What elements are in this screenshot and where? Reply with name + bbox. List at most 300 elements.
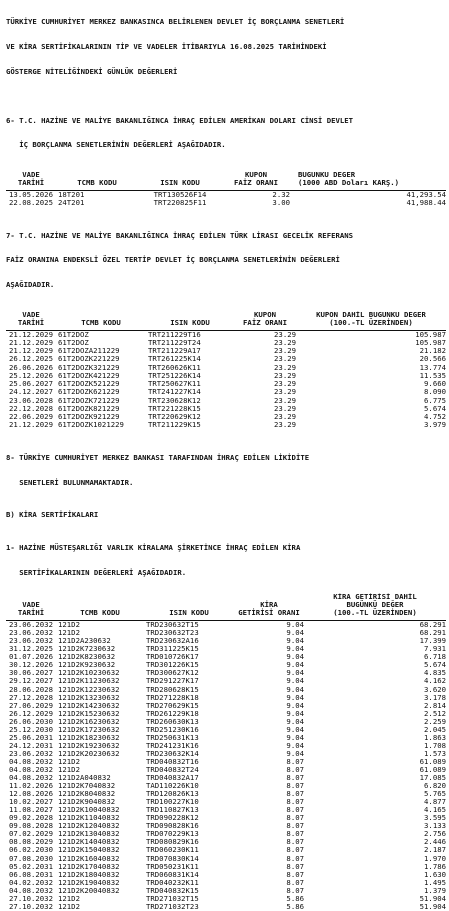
table-row — [6, 895, 446, 903]
cell-isin: TRT211229K15 — [148, 421, 201, 430]
cell-tcmb: 121D2 — [58, 894, 80, 903]
section-8-title — [6, 438, 443, 504]
cell-value: 6.820 — [424, 782, 446, 791]
table-row — [6, 782, 446, 790]
cell-tcmb: 61T2DOZK721229 — [58, 396, 120, 405]
table-row — [6, 629, 446, 637]
cell-rate: 23.29 — [274, 355, 296, 364]
cell-value: 61.089 — [419, 757, 446, 766]
cell-tcmb: 61T2DOZ — [58, 338, 89, 347]
table-row — [6, 855, 446, 863]
cell-vade: 11.02.2026 — [9, 782, 53, 791]
table-row — [6, 702, 446, 710]
cell-tcmb: 61T2DOZK921229 — [58, 413, 120, 422]
table-row — [6, 413, 446, 421]
cell-tcmb: 121D2K10040832 — [58, 806, 120, 815]
cell-value: 3.595 — [424, 814, 446, 823]
cell-value: 21.182 — [419, 347, 446, 356]
section-title-line: İÇ BORÇLANMA SENETLERİNİN DEĞERLERİ AŞAĞIDADIR. — [6, 140, 226, 150]
column-header-isin: ISIN KODU — [160, 177, 200, 187]
table-row — [6, 822, 446, 830]
cell-rate: 5.86 — [286, 894, 304, 903]
cell-isin: TRD090228K12 — [146, 814, 199, 823]
table-row — [6, 838, 446, 846]
column-header-vade: VADE TARİHİ — [17, 600, 45, 618]
cell-value: 6.718 — [424, 653, 446, 662]
header-line: TÜRKİYE CUMHURİYET MERKEZ BANKASINCA BELİRLENEN DEVLET İÇ BORÇLANMA SENETLERİ — [6, 17, 345, 27]
cell-rate: 8.07 — [286, 806, 304, 815]
cell-tcmb: 121D2K11040832 — [58, 814, 120, 823]
cell-isin: TRD271032T23 — [146, 902, 199, 911]
cell-vade: 09.02.2028 — [9, 814, 53, 823]
cell-value: 5.765 — [424, 790, 446, 799]
cell-rate: 8.07 — [286, 886, 304, 895]
cell-vade: 04.08.2032 — [9, 774, 53, 783]
header-line: GÖSTERGE NİTELİĞİNDEKİ GÜNLÜK DEĞERLERİ — [6, 66, 178, 76]
cell-isin: TRD100227K10 — [146, 798, 199, 807]
cell-tcmb: 121D2K17040832 — [58, 862, 120, 871]
cell-isin: TRD070830K14 — [146, 854, 199, 863]
cell-isin: TRD311225K15 — [146, 645, 199, 654]
cell-value: 1.495 — [424, 878, 446, 887]
cell-rate: 8.07 — [286, 765, 304, 774]
cell-isin: TRD050231K11 — [146, 862, 199, 871]
cell-value: 1.708 — [424, 741, 446, 750]
cell-vade: 25.06.2027 — [9, 380, 53, 389]
table-row — [6, 830, 446, 838]
cell-value: 20.566 — [419, 355, 446, 364]
cell-vade: 23.06.2028 — [9, 396, 53, 405]
cell-vade: 23.06.2032 — [9, 637, 53, 646]
cell-tcmb: 121D2K12230632 — [58, 685, 120, 694]
cell-rate: 9.04 — [286, 669, 304, 678]
table-row — [6, 637, 446, 645]
cell-tcmb: 121D2K9230632 — [58, 661, 116, 670]
cell-tcmb: 121D2K8040832 — [58, 790, 116, 799]
section-title-line: 8- TÜRKİYE CUMHURİYET MERKEZ BANKASI TARAFINDAN İHRAÇ EDİLEN LİKİDİTE — [6, 453, 310, 463]
cell-rate: 8.07 — [286, 846, 304, 855]
table-row — [6, 661, 446, 669]
table-row — [6, 355, 446, 363]
cell-value: 3.178 — [424, 693, 446, 702]
section-title-line: AŞAĞIDADIR. — [6, 280, 55, 290]
cell-rate: 9.04 — [286, 725, 304, 734]
cell-value: 9.660 — [424, 380, 446, 389]
cell-value: 7.931 — [424, 645, 446, 654]
cell-tcmb: 61T2DOZK821229 — [58, 404, 120, 413]
cell-value: 1.786 — [424, 862, 446, 871]
table-row — [6, 742, 446, 750]
cell-vade: 04.08.2032 — [9, 765, 53, 774]
table-row — [6, 726, 446, 734]
cell-isin: TRD090828K16 — [146, 822, 199, 831]
cell-rate: 23.29 — [274, 396, 296, 405]
cell-vade: 30.06.2027 — [9, 669, 53, 678]
cell-vade: 04.08.2032 — [9, 886, 53, 895]
cell-vade: 01.07.2026 — [9, 653, 53, 662]
cell-isin: TRD070229K13 — [146, 830, 199, 839]
cell-rate: 9.04 — [286, 701, 304, 710]
cell-isin: TRT241227K14 — [148, 388, 201, 397]
cell-tcmb: 61T2DOZK221229 — [58, 355, 120, 364]
cell-rate: 23.29 — [274, 380, 296, 389]
cell-rate: 8.07 — [286, 822, 304, 831]
cell-isin: TRD251230K16 — [146, 725, 199, 734]
table-row — [6, 903, 446, 911]
cell-vade: 22.08.2025 — [9, 199, 53, 208]
cell-value: 2.512 — [424, 709, 446, 718]
cell-tcmb: 121D2K9040832 — [58, 798, 116, 807]
cell-rate: 9.04 — [286, 709, 304, 718]
cell-value: 11.535 — [419, 371, 446, 380]
cell-vade: 25.06.2031 — [9, 733, 53, 742]
section-b-title: B) KİRA SERTİFİKALARI — [6, 510, 99, 520]
cell-isin: TRD230632T15 — [146, 620, 199, 630]
cell-tcmb: 121D2K14040832 — [58, 838, 120, 847]
cell-isin: TRD060230K11 — [146, 846, 199, 855]
document-header — [6, 2, 443, 92]
table-row — [6, 710, 446, 718]
cell-tcmb: 121D2K16040832 — [58, 854, 120, 863]
cell-tcmb: 121D2K16230632 — [58, 717, 120, 726]
table-row — [6, 339, 446, 347]
table-row — [6, 734, 446, 742]
cell-tcmb: 121D2K13230632 — [58, 693, 120, 702]
cell-rate: 9.04 — [286, 645, 304, 654]
cell-tcmb: 121D2 — [58, 620, 80, 630]
cell-tcmb: 121D2K18230632 — [58, 733, 120, 742]
cell-isin: TRD301226K15 — [146, 661, 199, 670]
table-row — [6, 846, 446, 854]
cell-isin: TRD060831K14 — [146, 870, 199, 879]
cell-vade: 21.12.2029 — [9, 338, 53, 347]
cell-vade: 29.12.2027 — [9, 677, 53, 686]
cell-rate: 8.07 — [286, 838, 304, 847]
cell-isin: TRD040832T24 — [146, 765, 199, 774]
cell-vade: 27.10.2032 — [9, 894, 53, 903]
cell-rate: 9.04 — [286, 661, 304, 670]
section-title-line: SERTİFİKALARININ DEĞERLERİ AŞAĞIDADIR. — [6, 567, 187, 577]
cell-vade: 23.06.2032 — [9, 629, 53, 638]
cell-tcmb: 121D2A230632 — [58, 637, 111, 646]
section-7-title — [6, 215, 443, 305]
table-row — [6, 421, 446, 429]
cell-isin: TRT251226K14 — [148, 371, 201, 380]
cell-isin: TRD261229K18 — [146, 709, 199, 718]
section-title-line: 7- T.C. HAZİNE VE MALİYE BAKANLIĞINCA İHRAÇ EDİLEN TÜRK LİRASI GECELİK REFERANS — [6, 230, 354, 240]
cell-value: 8.090 — [424, 388, 446, 397]
cell-tcmb: 121D2 — [58, 629, 80, 638]
cell-vade: 26.12.2025 — [9, 355, 53, 364]
cell-value: 17.085 — [419, 774, 446, 783]
table-row — [6, 653, 446, 661]
cell-vade: 25.12.2026 — [9, 371, 53, 380]
section-title-line: FAİZ ORANINA ENDEKSLİ ÖZEL TERTİP DEVLET İÇ BORÇLANMA SENETLERİNİN DEĞERLERİ — [6, 255, 340, 265]
cell-isin: TRT130526F14 — [153, 190, 207, 199]
table-row — [6, 774, 446, 782]
table-row — [6, 364, 446, 372]
cell-value: 51.904 — [419, 894, 446, 903]
table-row — [6, 686, 446, 694]
cell-rate: 9.04 — [286, 637, 304, 646]
section-title-line: SENETLERİ BULUNMAMAKTADIR. — [6, 477, 134, 487]
cell-isin: TRT220825F11 — [153, 199, 207, 208]
cell-vade: 28.06.2028 — [9, 685, 53, 694]
cell-vade: 27.06.2029 — [9, 701, 53, 710]
cell-rate: 8.07 — [286, 870, 304, 879]
cell-tcmb: 121D2K20040832 — [58, 886, 120, 895]
cell-value: 3.979 — [424, 421, 446, 430]
cell-tcmb: 121D2K19040832 — [58, 878, 120, 887]
table-row — [6, 677, 446, 685]
cell-value: 17.399 — [419, 637, 446, 646]
cell-vade: 21.12.2029 — [9, 347, 53, 356]
cell-tcmb: 121D2K20230632 — [58, 749, 120, 758]
table-row — [6, 758, 446, 766]
cell-isin: TRD291227K17 — [146, 677, 199, 686]
column-header-vade: VADE TARİHİ — [17, 170, 45, 187]
cell-tcmb: 121D2K15040832 — [58, 846, 120, 855]
cell-isin: TRT250627K11 — [148, 380, 201, 389]
table-row — [6, 798, 446, 806]
table-row — [6, 887, 446, 895]
cell-value: 5.674 — [424, 661, 446, 670]
cell-tcmb: 121D2K7040832 — [58, 782, 116, 791]
cell-vade: 22.06.2029 — [9, 413, 53, 422]
cell-vade: 23.06.2032 — [9, 620, 53, 630]
cell-value: 2.045 — [424, 725, 446, 734]
cell-isin: TRD120826K13 — [146, 790, 199, 799]
cell-tcmb: 121D2K19230632 — [58, 741, 120, 750]
cell-value: 2.814 — [424, 701, 446, 710]
cell-tcmb: 121D2K14230632 — [58, 701, 120, 710]
table-row — [6, 330, 446, 339]
table-row — [6, 718, 446, 726]
cell-value: 51.904 — [419, 902, 446, 911]
table-row — [6, 190, 446, 199]
cell-rate: 8.07 — [286, 854, 304, 863]
table-row — [6, 863, 446, 871]
cell-isin: TRD270629K15 — [146, 701, 199, 710]
cell-vade: 13.05.2026 — [9, 190, 53, 199]
cell-isin: TRT261225K14 — [148, 355, 201, 364]
section-6-title — [6, 100, 443, 166]
cell-isin: TRD110827K13 — [146, 806, 199, 815]
cell-value: 105.987 — [415, 330, 446, 339]
cell-vade: 07.02.2029 — [9, 830, 53, 839]
cell-value: 105.987 — [415, 338, 446, 347]
cell-rate: 8.07 — [286, 830, 304, 839]
cell-value: 2.446 — [424, 838, 446, 847]
cell-tcmb: 121D2K7230632 — [58, 645, 116, 654]
cell-rate: 8.07 — [286, 757, 304, 766]
cell-tcmb: 121D2A040832 — [58, 774, 111, 783]
table-row — [6, 790, 446, 798]
cell-vade: 07.08.2030 — [9, 854, 53, 863]
cell-vade: 10.02.2027 — [9, 798, 53, 807]
table-row — [6, 871, 446, 879]
cell-rate: 8.07 — [286, 782, 304, 791]
cell-rate: 2.32 — [272, 190, 290, 199]
cell-isin: TRD040832T16 — [146, 757, 199, 766]
cell-rate: 8.07 — [286, 790, 304, 799]
column-header-deger: KUPON DAHİL BUGÜNKÜ DEĞER (100.-TL ÜZERİNDEN) — [316, 310, 426, 327]
cell-tcmb: 121D2 — [58, 902, 80, 911]
cell-tcmb: 61T2DOZK421229 — [58, 371, 120, 380]
table-row — [6, 199, 446, 207]
cell-rate: 9.04 — [286, 749, 304, 758]
table-row — [6, 380, 446, 388]
cell-value: 13.774 — [419, 363, 446, 372]
cell-tcmb: 61T2DOZK1021229 — [58, 421, 124, 430]
cell-isin: TRT221228K15 — [148, 404, 201, 413]
column-header-tcmb: TCMB KODU — [81, 317, 121, 327]
cell-vade: 08.08.2029 — [9, 838, 53, 847]
cell-rate: 23.29 — [274, 388, 296, 397]
cell-isin: TRD271228K18 — [146, 693, 199, 702]
column-header-kupon: KUPON FAİZ ORANI — [243, 310, 287, 327]
cell-vade: 06.02.2030 — [9, 846, 53, 855]
cell-tcmb: 121D2 — [58, 757, 80, 766]
cell-isin: TRD230632A16 — [146, 637, 199, 646]
usd-bonds-table — [6, 171, 446, 208]
cell-tcmb: 121D2K8230632 — [58, 653, 116, 662]
cell-rate: 8.07 — [286, 798, 304, 807]
cell-tcmb: 121D2K15230632 — [58, 709, 120, 718]
cell-value: 1.630 — [424, 870, 446, 879]
cell-rate: 23.29 — [274, 347, 296, 356]
cell-isin: TRD300627K12 — [146, 669, 199, 678]
cell-tcmb: 24T201 — [58, 199, 85, 208]
cell-isin: TRD230632T23 — [146, 629, 199, 638]
cell-rate: 9.04 — [286, 677, 304, 686]
cell-isin: TRT211229T16 — [148, 330, 201, 339]
cell-rate: 9.04 — [286, 629, 304, 638]
cell-rate: 9.04 — [286, 620, 304, 630]
cell-isin: TRT230628K12 — [148, 396, 201, 405]
cell-isin: TRT260626K11 — [148, 363, 201, 372]
cell-rate: 23.29 — [274, 363, 296, 372]
cell-isin: TRD080829K16 — [146, 838, 199, 847]
cell-tcmb: 121D2K12040832 — [58, 822, 120, 831]
table-row — [6, 694, 446, 702]
column-header-deger: BUGÜNKÜ DEĞER (1000 ABD Doları KARŞ.) — [298, 170, 400, 187]
cell-tcmb: 61T2DOZA211229 — [58, 347, 120, 356]
cell-value: 68.291 — [419, 620, 446, 630]
cell-isin: TRD250631K13 — [146, 733, 199, 742]
cell-isin: TRD230632K14 — [146, 749, 199, 758]
cell-vade: 09.08.2028 — [9, 822, 53, 831]
cell-isin: TRD010726K17 — [146, 653, 199, 662]
column-header-kupon: KUPON FAİZ ORANI — [234, 170, 278, 187]
cell-isin: TRD241231K16 — [146, 741, 199, 750]
cell-value: 4.877 — [424, 798, 446, 807]
cell-rate: 9.04 — [286, 685, 304, 694]
cell-rate: 23.29 — [274, 421, 296, 430]
cell-vade: 05.02.2031 — [9, 862, 53, 871]
cell-value: 2.187 — [424, 846, 446, 855]
cell-vade: 21.12.2029 — [9, 330, 53, 339]
section-b1-title — [6, 528, 443, 594]
cell-vade: 25.12.2030 — [9, 725, 53, 734]
tl-overnight-bonds-table — [6, 311, 446, 430]
cell-tcmb: 121D2K17230632 — [58, 725, 120, 734]
cell-vade: 12.08.2026 — [9, 790, 53, 799]
cell-rate: 8.07 — [286, 814, 304, 823]
cell-vade: 27.10.2032 — [9, 902, 53, 911]
table-row — [6, 669, 446, 677]
table-row — [6, 645, 446, 653]
cell-rate: 9.04 — [286, 733, 304, 742]
table-row — [6, 879, 446, 887]
cell-rate: 8.07 — [286, 774, 304, 783]
cell-value: 4.835 — [424, 669, 446, 678]
cell-vade: 26.06.2026 — [9, 363, 53, 372]
table-row — [6, 806, 446, 814]
cell-value: 4.165 — [424, 806, 446, 815]
cell-vade: 06.08.2031 — [9, 870, 53, 879]
cell-value: 68.291 — [419, 629, 446, 638]
cell-rate: 23.29 — [274, 330, 296, 339]
cell-value: 41,988.44 — [406, 199, 446, 208]
cell-value: 3.133 — [424, 822, 446, 831]
cell-isin: TRD271032T15 — [146, 894, 199, 903]
cell-vade: 24.12.2031 — [9, 741, 53, 750]
cell-value: 2.259 — [424, 717, 446, 726]
table-row — [6, 388, 446, 396]
cell-value: 1.970 — [424, 854, 446, 863]
cell-rate: 23.29 — [274, 371, 296, 380]
column-header-vade: VADE TARİHİ — [17, 310, 45, 327]
cell-vade: 24.12.2027 — [9, 388, 53, 397]
cell-value: 2.756 — [424, 830, 446, 839]
cell-vade: 11.08.2027 — [9, 806, 53, 815]
cell-rate: 9.04 — [286, 693, 304, 702]
table-row — [6, 405, 446, 413]
table-row — [6, 814, 446, 822]
cell-tcmb: 121D2K18040832 — [58, 870, 120, 879]
table-row — [6, 766, 446, 774]
table-row — [6, 750, 446, 758]
cell-tcmb: 18T201 — [58, 190, 85, 199]
cell-isin: TAD110226K10 — [146, 782, 199, 791]
table-row — [6, 621, 446, 630]
column-header-isin: ISIN KODU — [169, 608, 209, 618]
cell-value: 3.620 — [424, 685, 446, 694]
cell-rate: 9.04 — [286, 717, 304, 726]
cell-value: 61.089 — [419, 765, 446, 774]
cell-vade: 27.12.2028 — [9, 693, 53, 702]
cell-value: 4.752 — [424, 413, 446, 422]
cell-tcmb: 61T2DOZ — [58, 330, 89, 339]
lease-certificates-table — [6, 593, 446, 911]
section-title-line: 1- HAZİNE MÜSTEŞARLIĞI VARLIK KİRALAMA ŞİRKETİNCE İHRAÇ EDİLEN KİRA — [6, 542, 301, 552]
section-title-line: 6- T.C. HAZİNE VE MALİYE BAKANLIĞINCA İHRAÇ EDİLEN AMERİKAN DOLARI CİNSİ DEVLET — [6, 115, 354, 125]
cell-vade: 31.12.2025 — [9, 645, 53, 654]
cell-vade: 21.12.2029 — [9, 421, 53, 430]
cell-rate: 3.00 — [272, 199, 290, 208]
cell-rate: 23.29 — [274, 404, 296, 413]
cell-isin: TRT220629K12 — [148, 413, 201, 422]
table-row — [6, 397, 446, 405]
cell-isin: TRT211229A17 — [148, 347, 201, 356]
cell-value: 1.573 — [424, 749, 446, 758]
cell-tcmb: 121D2 — [58, 765, 80, 774]
cell-vade: 26.12.2029 — [9, 709, 53, 718]
column-header-deger: KİRA GETİRİSİ DAHİL BUGÜNKÜ DEĞER (100.-TL ÜZERİNDEN) — [333, 593, 417, 618]
table-row — [6, 347, 446, 355]
cell-rate: 9.04 — [286, 741, 304, 750]
